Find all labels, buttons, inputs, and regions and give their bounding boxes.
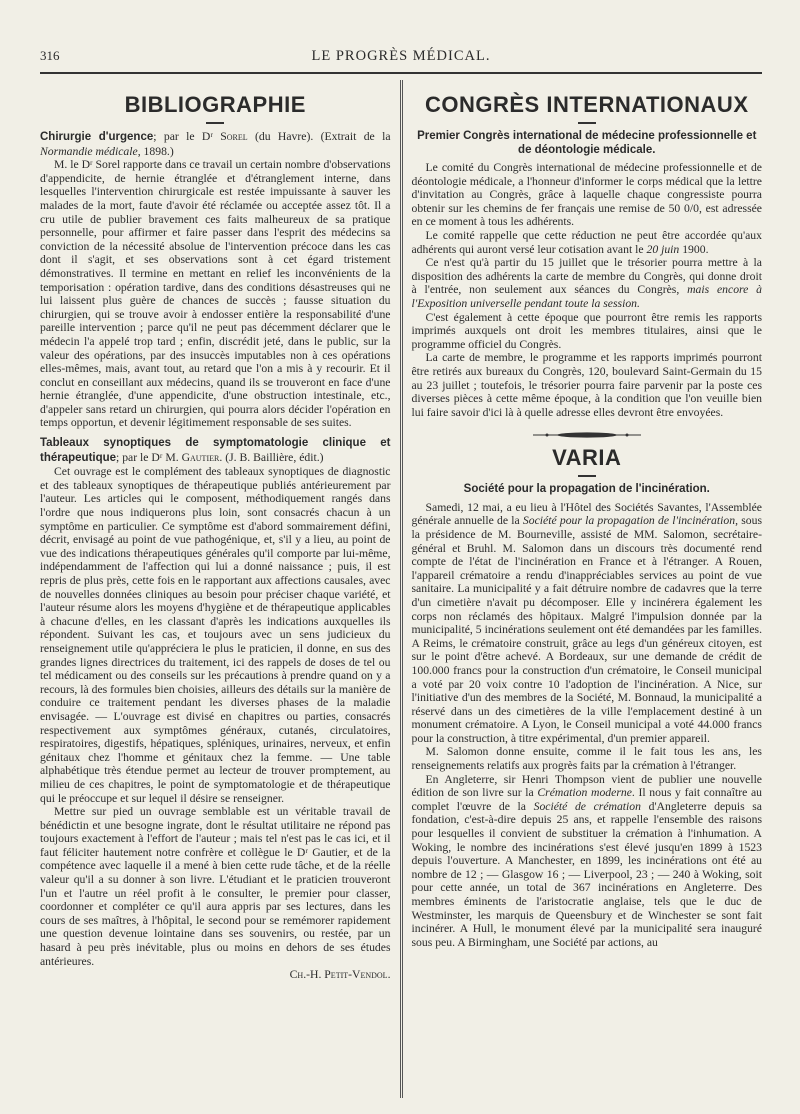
varia-para-2: M. Salomon donne ensuite, comme il le fait tous les ans, les renseignements relatifs aux progrès faits par la crémation à l'étranger. bbox=[411, 745, 762, 773]
ornament-divider bbox=[527, 431, 647, 439]
header-rule bbox=[40, 72, 762, 74]
review-signature: Ch.-H. Petit-Vendol. bbox=[289, 968, 391, 982]
varia-para-1: Samedi, 12 mai, a eu lieu à l'Hôtel des Sociétés Savantes, l'Assemblée générale annuelle de la Société pour la propagation de l'incinération, sous la présidence de M. Bourneville, assisté de MM. Salomon, secrétaire-général et Bruhl. M. Salomon dans un discours très documenté rend compte de l'état de l'incinération en France et à l'étranger. A Rouen, l'appareil crématoire a rendu d'inappréciables services au point de vue sanitaire. La municipalité y a fait détruire nombre de cadavres que la terre d'un cimetière n'avait pu décomposer. Elle y incinérera également les corps non réclamés des hôpitaux. Malgré l'impulsion donnée par la municipalité, 5 incinérations seulement ont été demandées par les familles. A Reims, le crématoire construit, grâce au legs d'un généreux citoyen, est sur le point d'être achevé. A Bordeaux, sur une demande de crédit de 100.000 francs pour la construction d'un crématoire, le Conseil municipal a voté par 20 voix contre 10 l'adoption de l'incinération. A Nice, sur l'initiative d'un des membres de la Société, M. Bonnaud, la municipalité a réservé dans un des cimetières de la ville l'emplacement destiné à un monument crématoire. A Lyon, le Conseil municipal a voté 44.000 francs pour la construction, à titre expérimental, d'un premier appareil. bbox=[411, 500, 762, 745]
review-1-body: M. le Dʳ Sorel rapporte dans ce travail un certain nombre d'observations d'appendicite, de hernie étranglée et d'étranglement interne, dans lesquelles l'intervention chirurgicale est restée impuissante à sauver les malades de la mort, faute d'avoir été réclamée ou acceptée assez tôt. Il a cru utile de publier bravement ces faits malheureux de sa pratique personnelle, pour affirmer et faire passer dans l'esprit des médecins sa conviction de la nécessité absolue de l'intervention précoce dans les cas dont il s'agit, et ses observations sont à cet égard tristement démonstratives. Il termine en mettant en relief les inconvénients de la temporisation : opération tardive, dans des conditions désastreuses qui ne lui laissent plus guère de chances de succès ; fausse situation du chirurgien, qui se trouve avoir à endosser entière la responsabilité d'une pareille intervention ; parce qu'il ne peut pas décemment déclarer que le médecin l'a appelé trop tard ; enfin, discrédit jeté, dans le public, sur la valeur des opérations, par des insuccès imputables non à ces opérations elles-mêmes, mais, avant tout, au retard que l'on a mis à y recourir. Et il conclut en conseillant aux médecins, quand ils se trouveront en face d'une hernie étranglée, d'une appendicite, d'une obstruction intestinale, etc., d'appeler sans retard un chirurgien, qui pourra alors décider l'opération en temps opportun, et devenir légitimement responsable de ses suites. bbox=[40, 158, 391, 430]
right-column bbox=[403, 78, 763, 1098]
section-rule bbox=[578, 475, 596, 477]
review-1-title: Chirurgie d'urgence bbox=[40, 131, 154, 143]
congres-para-2: Le comité rappelle que cette réduction ne peut être accordée qu'aux adhérents qui auront versé leur cotisation avant le 20 juin 1900. bbox=[411, 228, 762, 256]
page-number: 316 bbox=[40, 48, 60, 63]
varia-subhead: Société pour la propagation de l'incinération. bbox=[463, 483, 710, 496]
varia-para-3: En Angleterre, sir Henri Thompson vient de publier une nouvelle édition de son livre sur la Crémation moderne. Il nous y fait connaître au complet l'œuvre de la Société de crémation d'Angleterre depuis sa fondation, c'est-à-dire depuis 25 ans, et rappelle l'ensemble des raisons pour lesquelles il convient de substituer la crémation à l'inhumation. A Woking, le nombre des incinérations s'est élevé jusqu'en 1899 à 1523 depuis l'ouverture. A Manchester, en 1899, les incinérations ont été au nombre de 12 ; — Glasgow 16 ; — Liverpool, 23 ; — 240 à Woking, soit pour cette année, un total de 367 incinérations en Angleterre. Des membres éminents de l'aristocratie anglaise, tels que le duc de Westminster, les marquis de Queensbury et de Winchester se sont fait incinérer. A Hull, le monument élevé par la municipalité sera inauguré sous peu. A Birmingham, une Société par actions, au bbox=[411, 772, 762, 949]
review-1-byline: Chirurgie d'urgence; par le Dʳ Sorel (du Havre). (Extrait de la Normandie médicale, 1898.) bbox=[40, 130, 391, 158]
congres-para-4: C'est également à cette époque que pourront être remis les rapports imprimés auxquels ont droit les membres titulaires, ainsi que le programme officiel du Congrès. bbox=[411, 310, 762, 351]
section-rule bbox=[578, 122, 596, 124]
congres-para-3: Ce n'est qu'à partir du 15 juillet que le trésorier pourra mettre à la disposition des adhérents la carte de membre du Congrès, qui donne droit à l'entrée, non seulement aux séances du Congrès, mais encore à l'Exposition universelle pendant toute la session. bbox=[411, 256, 762, 310]
congres-para-1: Le comité du Congrès international de médecine professionnelle et de déontologie médicale, a l'honneur d'informer le corps médical que la lettre d'invitation au Congrès, grâce à laquelle chaque congressiste pourra obtenir sur les chemins de fer français une remise de 50 0/0, est adressée en ce moment à tous les adhérents. bbox=[411, 161, 762, 229]
review-1-author: Sorel bbox=[220, 130, 248, 143]
review-2-para-1: Cet ouvrage est le complément des tableaux synoptiques de diagnostic et des tableaux synoptiques de thérapeutique publiés antérieurement par l'auteur. Les articles qui le composent, méthodiquement rangés dans l'ordre que nous indiquerons plus loin, sont consacrés chacun à un symptôme en particulier. Ce symptôme est d'abord sommairement défini, décrit, envisagé au point de vue pathogénique, et, s'il y a lieu, au point de vue des indications thérapeutiques générales qu'il comporte par lui-même, indépendamment de l'affection qui lui a donné naissance ; puis, il est repris de plus près, cette fois en le rapportant aux affections causales, avec de nouvelles données cliniques au besoin pour préciser chaque variété, et l'auteur résume alors les moyens d'hygiène et de thérapeutique applicables à chacune d'elles, en les classant d'après les indications auxquelles ils répondent. Suivant les cas, et toujours avec un sens judicieux du renseignement utile qu'appréciera le plus le praticien, il donne, en sus des grandes lignes directrices du traitement, ici des rappels de doses de tel ou tel médicament ou des conseils sur les précautions à prendre quand on y a recours, là des formules bien choisies, ailleurs des détails sur la manière de conduire ce traitement pendant les diverses phases de la maladie envisagée. — L'ouvrage est divisé en chapitres ou parties, consacrés respectivement aux symptômes généraux, cutanés, circulatoires, respiratoires, digestifs, hépatiques, spléniques, urinaires, nerveux, et enfin génitaux chez l'homme et génitaux chez la femme. — Une table alphabétique très étendue permet au lecteur de trouver promptement, au milieu de ces chapitres, le point de symptomatologie et de thérapeutique qui le préoccupe et sur lequel il désire se renseigner. bbox=[40, 465, 391, 805]
varia-title: VARIA bbox=[552, 445, 622, 471]
review-2-para-2: Mettre sur pied un ouvrage semblable est un véritable travail de bénédictin et une besogne ingrate, dont le résultat utilitaire ne répond pas toujours exactement à l'effort de l'auteur ; mais tel n'est pas le cas ici, et il faut féliciter hautement notre confrère et collègue le Dʳ Gautier, et de la compétence avec laquelle il a mené à bien cette rude tâche, et de la réelle valeur qu'il a su donner à son livre. L'étudiant et le praticien trouveront l'un et l'autre un réel profit à le consulter, le premier pour classer, coordonner et compléter ce qu'il aura appris par ses lectures, dans les cours de ses maîtres, à l'hôpital, le second pour se remémorer rapidement une question devenue lointaine dans ses souvenirs, ou restée, par un hasard à peu près inévitable, plus ou moins en dehors de ses études antérieures. bbox=[40, 805, 391, 968]
review-2-author: Gautier bbox=[181, 450, 220, 464]
congres-para-5: La carte de membre, le programme et les rapports imprimés pourront être retirés aux bureaux du Congrès, 120, boulevard Saint-Germain du 15 au 23 juillet ; toutefois, le trésorier pourra faire parvenir par la poste ces diverses pièces à cette même époque, à la condition que l'on veuille bien lui faire savoir d'ici là à quelle adresse elles devront être envoyées. bbox=[411, 351, 762, 419]
left-column bbox=[40, 78, 400, 1098]
congres-title: CONGRÈS INTERNATIONAUX bbox=[425, 92, 749, 117]
review-2-byline: Tableaux synoptiques de symptomatologie clinique et thérapeutique; par le Dʳ M. Gautier. (J. B. Baillière, édit.) bbox=[40, 437, 391, 464]
journal-title: LE PROGRÈS MÉDICAL. bbox=[311, 48, 491, 64]
review-2-title: Tableaux synoptiques de symptomatologie clinique et thérapeutique bbox=[40, 437, 391, 464]
bibliographie-title: BIBLIOGRAPHIE bbox=[124, 92, 306, 117]
section-rule bbox=[206, 122, 224, 124]
page-header bbox=[40, 48, 762, 68]
columns bbox=[40, 78, 762, 1098]
congres-subhead: Premier Congrès international de médecine professionnelle et de déontologie médicale. bbox=[417, 130, 757, 156]
